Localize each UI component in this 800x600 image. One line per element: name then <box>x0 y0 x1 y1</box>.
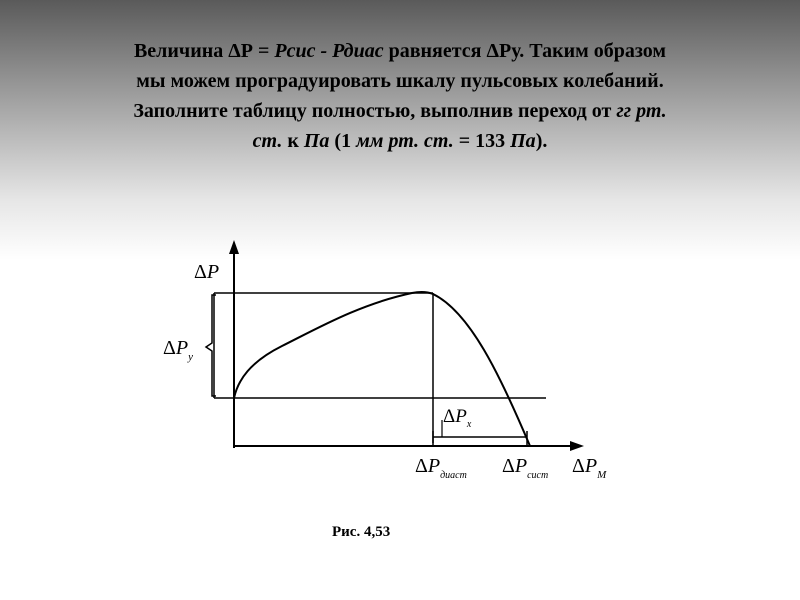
dpy-label: $\Delta P_у$ <box>163 337 193 363</box>
x-axis-arrow <box>570 441 584 451</box>
text-line-3-part-1: Заполните таблицу полностью, выполнив переход от <box>133 100 617 122</box>
dpx-label: $\Delta P_х$ <box>443 406 472 430</box>
text-line-1-part-1: Величина ΔР = <box>133 40 275 62</box>
x-label-diast: $\Delta P_{диаст}$ <box>415 455 467 481</box>
text-line-4-unit-b: Па <box>303 130 330 152</box>
oscillation-curve <box>234 292 530 446</box>
text-line-1-part-3: равняется ΔРу. Таким образом <box>383 40 667 62</box>
figure-caption: Рис. 4,53 <box>332 524 391 540</box>
text-line-4-unit-a: ст. <box>252 130 283 152</box>
x-label-sist: $\Delta P_{сист}$ <box>502 455 549 481</box>
text-line-4-part-2: к <box>282 130 304 152</box>
text-line-1-formula: Рсис - Рдиас <box>274 40 384 62</box>
x-label-max: $\Delta P_М$ <box>572 455 607 481</box>
text-line-4-unit-c: мм рт. ст. <box>356 130 454 152</box>
text-line-2: мы можем проградуировать шкалу пульсовых колебаний. <box>136 70 664 92</box>
text-line-4-part-4: (1 <box>329 130 357 152</box>
text-line-4-part-6: = 133 <box>453 130 511 152</box>
text-line-4-part-8: ). <box>535 130 548 152</box>
y-axis-arrow <box>229 240 239 254</box>
text-line-4-unit-d: Па <box>510 130 536 152</box>
text-line-3-unit: гг рт. <box>616 100 667 122</box>
y-axis-label: ΔP <box>194 261 220 283</box>
